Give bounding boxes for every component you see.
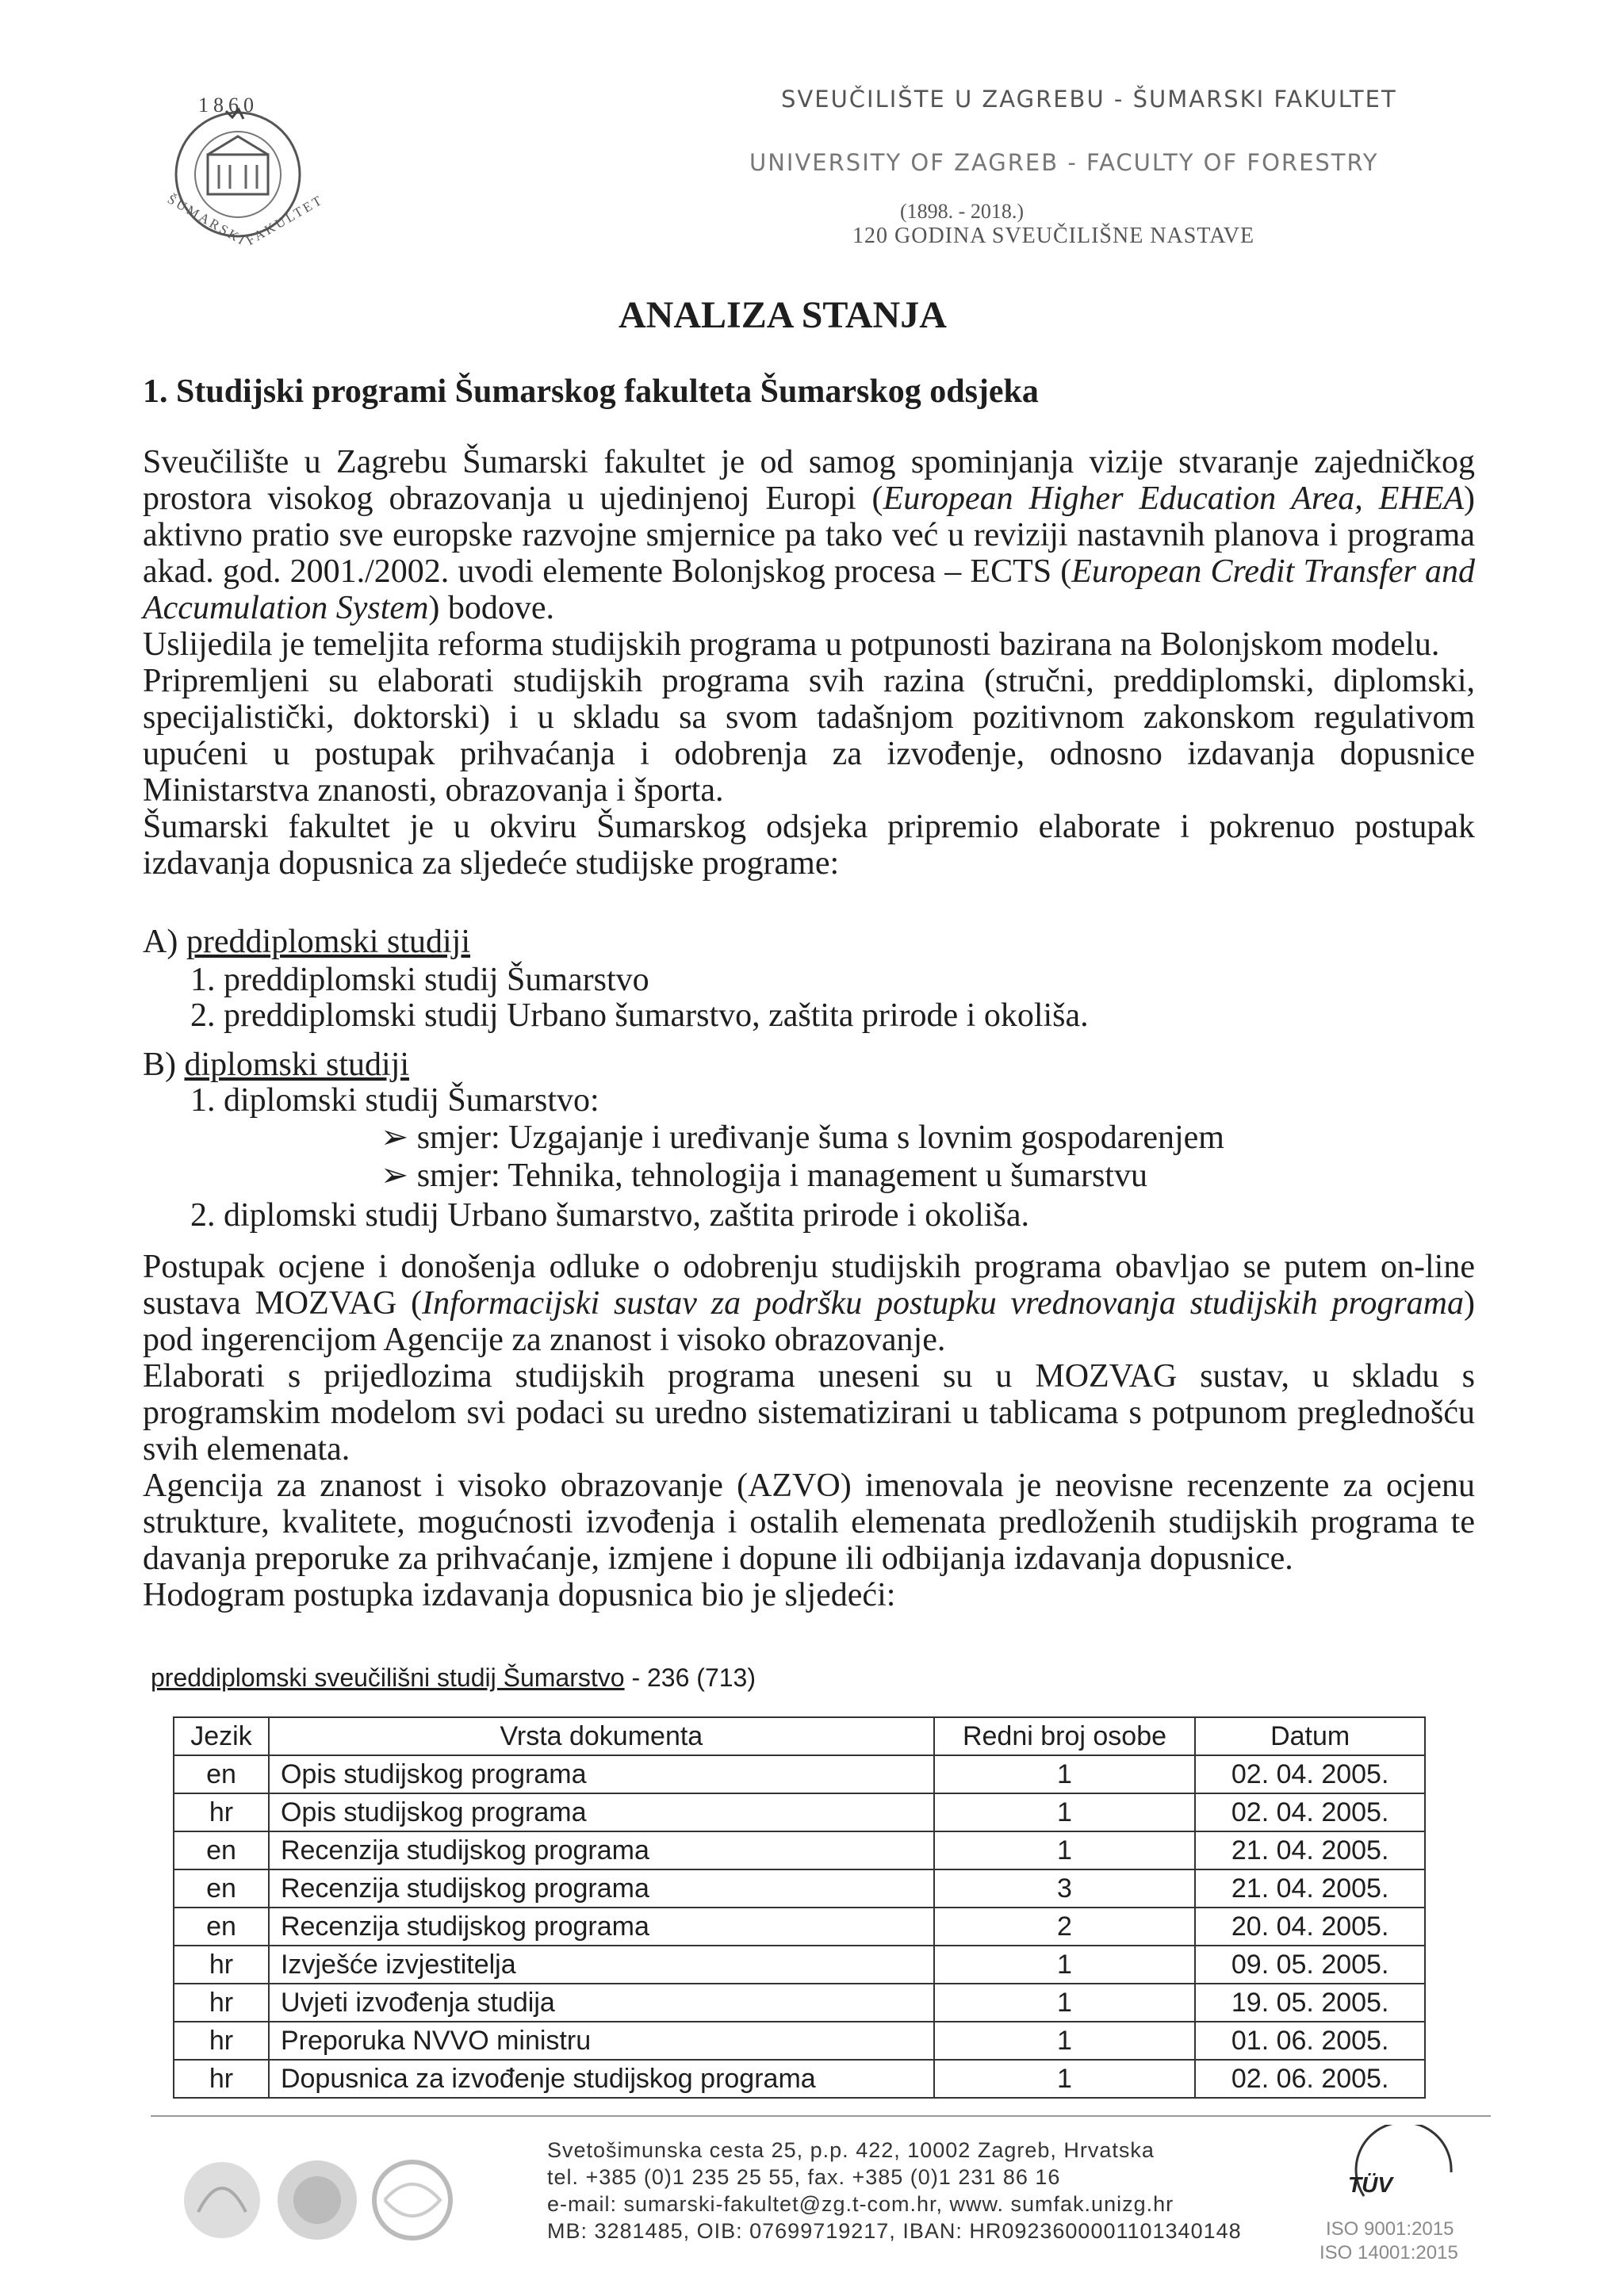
header-years: (1898. - 2018.) (900, 200, 1024, 223)
table-row: hr Uvjeti izvođenja studija 1 19. 05. 2005. (174, 1984, 1425, 2022)
footer-address: Svetošimunska cesta 25, p.p. 422, 10002 Zagreb, Hrvatska (547, 2138, 1155, 2162)
faculty-seal (151, 95, 325, 246)
table-row: en Recenzija studijskog programa 1 21. 04. 2005. (174, 1831, 1425, 1869)
emblems-icon (174, 2149, 460, 2252)
header-anniversary: 120 GODINA SVEUČILIŠNE NASTAVE (852, 224, 1255, 248)
arrow-bullet-icon: ➢ (381, 1119, 409, 1156)
arrow-bullet-icon: ➢ (381, 1158, 409, 1194)
section-heading: 1. Studijski programi Šumarskog fakulteta Šumarskog odsjeka (143, 373, 1039, 410)
intro-paragraph-2: Uslijedila je temeljita reforma studijskih programa u potpunosti bazirana na Bolonjskom modelu. (143, 626, 1440, 663)
table-row: hr Dopusnica za izvođenje studijskog programa 1 02. 06. 2005. (174, 2060, 1425, 2098)
header-redni-broj: Redni broj osobe (934, 1717, 1196, 1755)
programs-b-title: diplomski studiji (184, 1047, 410, 1083)
cert-brand: TÜV (1348, 2172, 1392, 2197)
procedure-block (143, 1249, 1475, 1613)
iso-14001: ISO 14001:2015 (1320, 2242, 1458, 2263)
seal-text-left: ŠUMARSKI (164, 191, 250, 249)
header-jezik: Jezik (174, 1717, 269, 1755)
header-university-hr: SVEUČILIŠTE U ZAGREBU - ŠUMARSKI FAKULTET (781, 86, 1397, 113)
intro-paragraph-4: Šumarski fakultet je u okviru Šumarskog odsjeka pripremio elaborate i pokrenuo postupak izdavanja dopusnica za sljedeće studijske programe: (143, 809, 1475, 882)
header-vrsta-dokumenta: Vrsta dokumenta (269, 1717, 934, 1755)
footer-email: e-mail: sumarski-fakultet@zg.t-com.hr, www. sumfak.unizg.hr (547, 2192, 1174, 2216)
table-header-row (174, 1717, 1425, 1755)
programs-a-item-2: 2. preddiplomski studij Urbano šumarstvo, zaštita prirode i okoliša. (190, 997, 1089, 1034)
table-row: hr Preporuka NVVO ministru 1 01. 06. 2005. (174, 2022, 1425, 2060)
table-caption: preddiplomski sveučilišni studij Šumarstvo - 236 (713) (151, 1663, 756, 1692)
header-datum: Datum (1195, 1717, 1425, 1755)
procedure-paragraph-3: Agencija za znanost i visoko obrazovanje (AZVO) imenovala je neovisne recenzente za ocjenu strukture, kvalitete, mogućnosti izvođenja i ostalih elemenata predloženih studijskih programa te davanja preporuke za prihvaćanje, izmjene i dopune ili odbijanja izdavanja dopusnice. (143, 1468, 1475, 1577)
footer-contact (547, 2137, 1242, 2244)
footer-ids: MB: 3281485, OIB: 07699719217, IBAN: HR0923600001101340148 (547, 2219, 1242, 2243)
page-title: ANALIZA STANJA (619, 294, 947, 336)
programs-b-item-2: 2. diplomski studij Urbano šumarstvo, zaštita prirode i okoliša. (190, 1197, 1030, 1234)
table-row: hr Opis studijskog programa 1 02. 04. 2005. (174, 1793, 1425, 1831)
programs-a-heading: A) preddiplomski studiji (143, 924, 470, 960)
seal-icon (151, 95, 325, 246)
procedure-paragraph-1: Postupak ocjene i donošenja odluke o odobrenju studijskih programa obavljao se putem on-line sustava MOZVAG (Informacijski sustav za podršku postupku vrednovanja studijskih programa) pod ingerencijom Agencije za znanost i visoko obrazovanje. (143, 1249, 1475, 1358)
programs-a-title: preddiplomski studiji (186, 924, 470, 960)
intro-block (143, 444, 1475, 882)
footer-divider (151, 2115, 1491, 2117)
procedure-paragraph-4: Hodogram postupka izdavanja dopusnica bio je sljedeći: (143, 1577, 896, 1613)
iso-9001: ISO 9001:2015 (1326, 2218, 1454, 2240)
documents-table (173, 1716, 1426, 2099)
programs-b-heading: B) diplomski studiji (143, 1047, 410, 1083)
programs-b-sub-2: ➢ smjer: Tehnika, tehnologija i management u šumarstvu (381, 1158, 1147, 1194)
header-university-en: UNIVERSITY OF ZAGREB - FACULTY OF FORESTRY (749, 149, 1379, 176)
table-row: en Recenzija studijskog programa 3 21. 04. 2005. (174, 1869, 1425, 1908)
seal-text-right: FAKULTET (243, 192, 327, 249)
programs-b-sub-1: ➢ smjer: Uzgajanje i uređivanje šuma s lovnim gospodarenjem (381, 1119, 1224, 1156)
intro-paragraph-1: Sveučilište u Zagrebu Šumarski fakultet je od samog spominjanja vizije stvaranje zajedničkog prostora visokog obrazovanja u ujedinjenoj Europi (European Higher Education Area, EHEA) aktivno pratio sve europske razvojne smjernice pa tako već u reviziji nastavnih planova i programa akad. god. 2001./2002. uvodi elemente Bolonjskog procesa – ECTS (European Credit Transfer and Accumulation System) bodove. (143, 444, 1476, 626)
programs-a-item-1: 1. preddiplomski studij Šumarstvo (190, 962, 649, 998)
intro-paragraph-3: Pripremljeni su elaborati studijskih programa svih razina (stručni, preddiplomski, diplomski, specijalistički, doktorski) i u skladu sa svom tadašnjom pozitivnom zakonskom regulativom upućeni u postupak prihvaćanja i odobrenja za izvođenje, odnosno izdavanja dopusnice Ministarstva znanosti, obrazovanja i športa. (143, 663, 1475, 809)
footer-phone: tel. +385 (0)1 235 25 55, fax. +385 (0)1 231 86 16 (547, 2165, 1061, 2189)
footer-emblems (174, 2149, 460, 2252)
procedure-paragraph-2: Elaborati s prijedlozima studijskih programa uneseni su u MOZVAG sustav, u skladu s programskim modelom svi podaci su uredno sistematizirani u tablicama s potpunom preglednošću svih elemenata. (143, 1358, 1475, 1468)
programs-b-item-1: 1. diplomski studij Šumarstvo: (190, 1082, 599, 1119)
table-row: en Opis studijskog programa 1 02. 04. 2005. (174, 1755, 1425, 1793)
seal-year: 1860 (198, 94, 259, 117)
table-row: hr Izvješće izvjestitelja 1 09. 05. 2005. (174, 1946, 1425, 1984)
table-row: en Recenzija studijskog programa 2 20. 04. 2005. (174, 1908, 1425, 1946)
